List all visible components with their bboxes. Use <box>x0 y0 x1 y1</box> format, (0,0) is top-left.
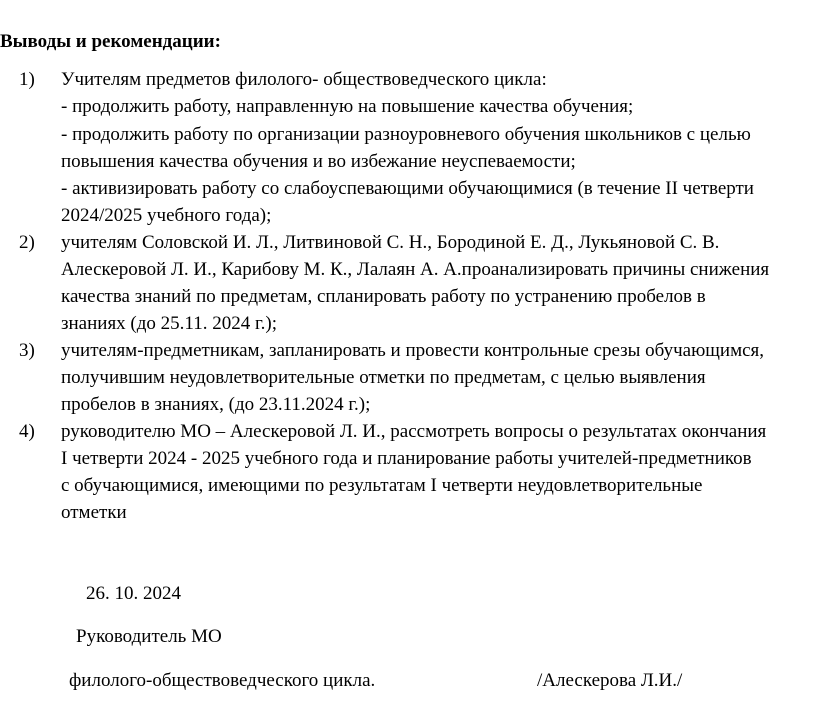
item-text-line: Алескеровой Л. И., Карибову М. К., Лалаян А. А.проанализировать причины снижения <box>61 259 770 280</box>
item-text-line: I четверти 2024 - 2025 учебного года и планирование работы учителей-предметников <box>61 448 752 469</box>
signature-role: Руководитель МО <box>76 626 222 647</box>
signature-name: /Алескерова Л.И./ <box>537 670 683 691</box>
item-text-line: 2024/2025 учебного года); <box>61 205 272 226</box>
section-heading: Выводы и рекомендации: <box>0 31 221 52</box>
item-number: 4) <box>19 421 35 442</box>
item-text-line: отметки <box>61 502 127 523</box>
signature-role-cycle: филолого-обществоведческого цикла. <box>69 670 376 691</box>
document-date: 26. 10. 2024 <box>86 583 181 604</box>
item-text-line: учителям-предметникам, запланировать и провести контрольные срезы обучающимся, <box>61 340 765 361</box>
item-text-line: повышения качества обучения и во избежание неуспеваемости; <box>61 151 576 172</box>
item-text-line: пробелов в знаниях, (до 23.11.2024 г.); <box>61 394 371 415</box>
item-text-line: получившим неудовлетворительные отметки по предметам, с целью выявления <box>61 367 706 388</box>
item-text-line: качества знаний по предметам, спланировать работу по устранению пробелов в <box>61 286 706 307</box>
item-text-line: Учителям предметов филолого- обществоведческого цикла: <box>61 69 547 90</box>
item-text-line: - продолжить работу, направленную на повышение качества обучения; <box>61 96 634 117</box>
item-text-line: - продолжить работу по организации разноуровневого обучения школьников с целью <box>61 124 751 145</box>
item-text-line: руководителю МО – Алескеровой Л. И., рассмотреть вопросы о результатах окончания <box>61 421 767 442</box>
item-number: 1) <box>19 69 35 90</box>
item-text-line: учителям Соловской И. Л., Литвиновой С. Н., Бородиной Е. Д., Лукьяновой С. В. <box>61 232 720 253</box>
item-text-line: - активизировать работу со слабоуспевающими обучающимися (в течение II четверти <box>61 178 754 199</box>
item-number: 2) <box>19 232 35 253</box>
item-text-line: с обучающимися, имеющими по результатам I четверти неудовлетворительные <box>61 475 703 496</box>
item-text-line: знаниях (до 25.11. 2024 г.); <box>61 313 277 334</box>
item-number: 3) <box>19 340 35 361</box>
